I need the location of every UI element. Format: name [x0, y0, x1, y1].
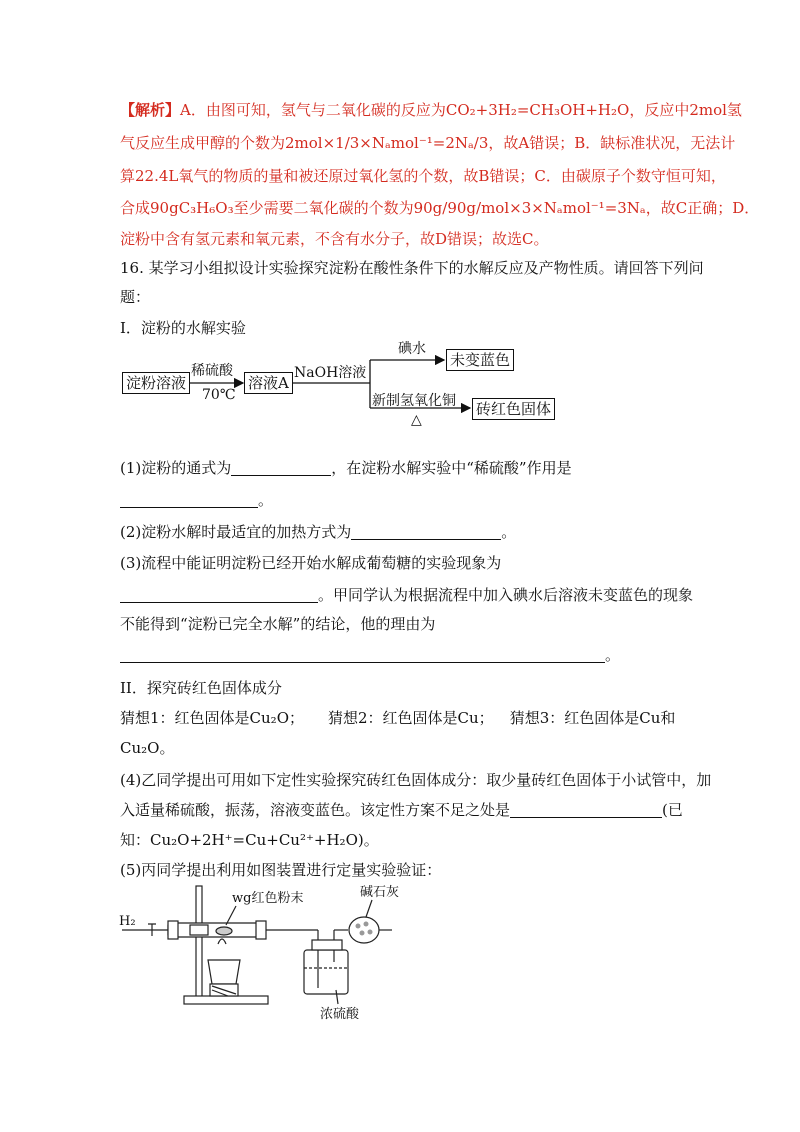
flow-arrow1-label: 稀硫酸: [191, 363, 233, 379]
part1-title: I．淀粉的水解实验: [120, 319, 246, 337]
analysis-line-3: 算22.4L氧气的物质的量和被还原过氧化氢的个数，故B错误；C．由碳原子个数守恒可知，: [120, 167, 726, 185]
guess-3-cont: Cu₂O。: [120, 739, 175, 757]
q3-line-3: 不能得到“淀粉已完全水解”的结论，他的理由为: [120, 615, 436, 633]
guess-1: 猜想1：红色固体是Cu₂O；: [120, 709, 304, 727]
question-stem-cont: 题：: [120, 288, 151, 306]
q4-text-b: 入适量稀硫酸，振荡，溶液变蓝色。该定性方案不足之处是: [120, 801, 511, 819]
q2-text: (2)淀粉水解时最适宜的加热方式为: [120, 523, 352, 541]
soda-lime-label: 碱石灰: [360, 885, 400, 900]
flow-box-down: 砖红色固体: [472, 398, 555, 420]
q3-end: 。: [605, 646, 621, 664]
flow-branch-up-label: 碘水: [398, 341, 426, 357]
q3-text-b: 。甲同学认为根据流程中加入碘水后溶液未变蓝色的现象: [318, 586, 694, 604]
analysis-tag: 【解析】: [120, 101, 181, 119]
flow-box-mid: 溶液A: [244, 372, 293, 394]
flow-branch-down-cond: △: [411, 412, 422, 428]
analysis-line-2: 气反应生成甲醇的个数为2mol×1/3×Nₐmol⁻¹=2Nₐ/3，故A错误；B．缺标准状况，无法计: [120, 134, 736, 152]
analysis-line-4: 合成90gC₃H₆O₃至少需要二氧化碳的个数为90g/90g/mol×3×Nₐmol⁻¹=3Nₐ，故C正确；D．: [120, 199, 760, 217]
conc-sulfuric-acid-label: 浓硫酸: [320, 1007, 360, 1022]
q2-end: 。: [501, 523, 517, 541]
guess-2: 猜想2：红色固体是Cu；: [328, 709, 494, 727]
question-stem: 16. 某学习小组拟设计实验探究淀粉在酸性条件下的水解反应及产物性质。请回答下列问: [120, 259, 704, 277]
q3-line: (3)流程中能证明淀粉已经开始水解成葡萄糖的实验现象为: [120, 554, 502, 572]
q5-line: (5)丙同学提出利用如图装置进行定量实验验证：: [120, 861, 442, 879]
flow-arrow1-cond: 70℃: [202, 387, 236, 403]
flow-box-start: 淀粉溶液: [122, 372, 190, 394]
q4-text-c: (已: [662, 801, 683, 819]
q4-line-3: 知：Cu₂O+2H⁺=Cu+Cu²⁺+H₂O)。: [120, 831, 379, 849]
part2-title: II．探究砖红色固体成分: [120, 679, 282, 697]
analysis-text: A．由图可知，氢气与二氧化碳的反应为CO₂+3H₂=CH₃OH+H₂O，反应中2mol氢: [180, 101, 742, 119]
powder-label: wg红色粉末: [232, 891, 304, 906]
analysis-line-5: 淀粉中含有氢元素和氧元素，不含有水分子，故D错误；故选C。: [120, 230, 549, 248]
gas-label: H₂: [119, 914, 136, 929]
q1-text-b: ，在淀粉水解实验中“稀硫酸”作用是: [331, 459, 572, 477]
guess-3: 猜想3：红色固体是Cu和: [509, 709, 676, 727]
flow-arrow2-label: NaOH溶液: [294, 365, 367, 381]
flow-branch-down-label: 新制氢氧化铜: [372, 393, 456, 409]
q1-end: 。: [258, 491, 274, 509]
flow-box-up: 未变蓝色: [446, 349, 514, 371]
q1-text: (1)淀粉的通式为: [120, 459, 232, 477]
q4-line: (4)乙同学提出可用如下定性实验探究砖红色固体成分：取少量砖红色固体于小试管中，加: [120, 771, 712, 789]
